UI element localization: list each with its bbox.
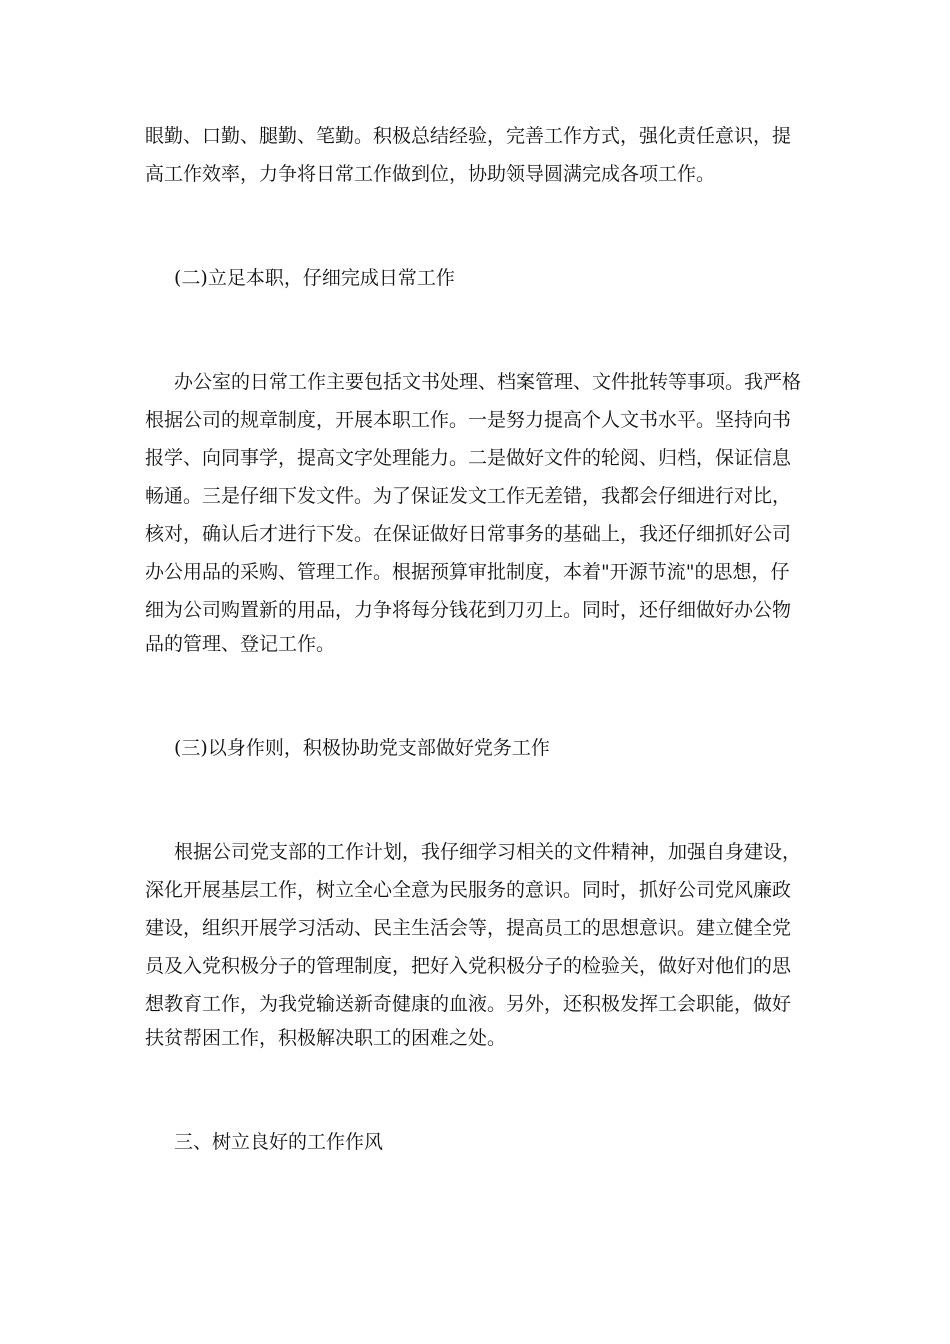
paragraph-line: 办公用品的采购、管理工作。根据预算审批制度，本着"开源节流"的思想，仔 xyxy=(145,561,790,583)
paragraph-line: 畅通。三是仔细下发文件。为了保证发文工作无差错，我都会仔细进行对比， xyxy=(145,485,792,507)
paragraph-line: 细为公司购置新的用品，力争将每分钱花到刀刃上。同时，还仔细做好办公物 xyxy=(145,599,792,621)
section-heading: (三)以身作则，积极协助党支部做好党务工作 xyxy=(174,737,550,759)
paragraph-line: 品的管理、登记工作。 xyxy=(145,633,336,655)
section-heading: 三、树立良好的工作作风 xyxy=(174,1131,384,1153)
paragraph-line: 想教育工作，为我党输送新奇健康的血液。另外，还积极发挥工会职能，做好 xyxy=(145,993,792,1015)
paragraph-line: 扶贫帮困工作，积极解决职工的困难之处。 xyxy=(145,1027,507,1049)
paragraph-line: 办公室的日常工作主要包括文书处理、档案管理、文件批转等事项。我严格 xyxy=(174,371,802,393)
paragraph-line: 报学、向同事学，提高文字处理能力。二是做好文件的轮阅、归档，保证信息 xyxy=(145,447,792,469)
paragraph-line: 深化开展基层工作，树立全心全意为民服务的意识。同时，抓好公司党风廉政 xyxy=(145,879,792,901)
paragraph-line: 根据公司的规章制度，开展本职工作。一是努力提高个人文书水平。坚持向书 xyxy=(145,409,792,431)
paragraph-line: 眼勤、口勤、腿勤、笔勤。积极总结经验，完善工作方式，强化责任意识，提 xyxy=(145,125,792,147)
paragraph-line: 核对，确认后才进行下发。在保证做好日常事务的基础上，我还仔细抓好公司 xyxy=(145,523,792,545)
paragraph-line: 建设，组织开展学习活动、民主生活会等，提高员工的思想意识。建立健全党 xyxy=(145,917,792,939)
section-heading: (二)立足本职，仔细完成日常工作 xyxy=(174,267,455,289)
paragraph-line: 员及入党积极分子的管理制度，把好入党积极分子的检验关，做好对他们的思 xyxy=(145,955,792,977)
paragraph-line: 高工作效率，力争将日常工作做到位，协助领导圆满完成各项工作。 xyxy=(145,163,716,185)
paragraph-line: 根据公司党支部的工作计划，我仔细学习相关的文件精神，加强自身建设， xyxy=(174,841,802,863)
